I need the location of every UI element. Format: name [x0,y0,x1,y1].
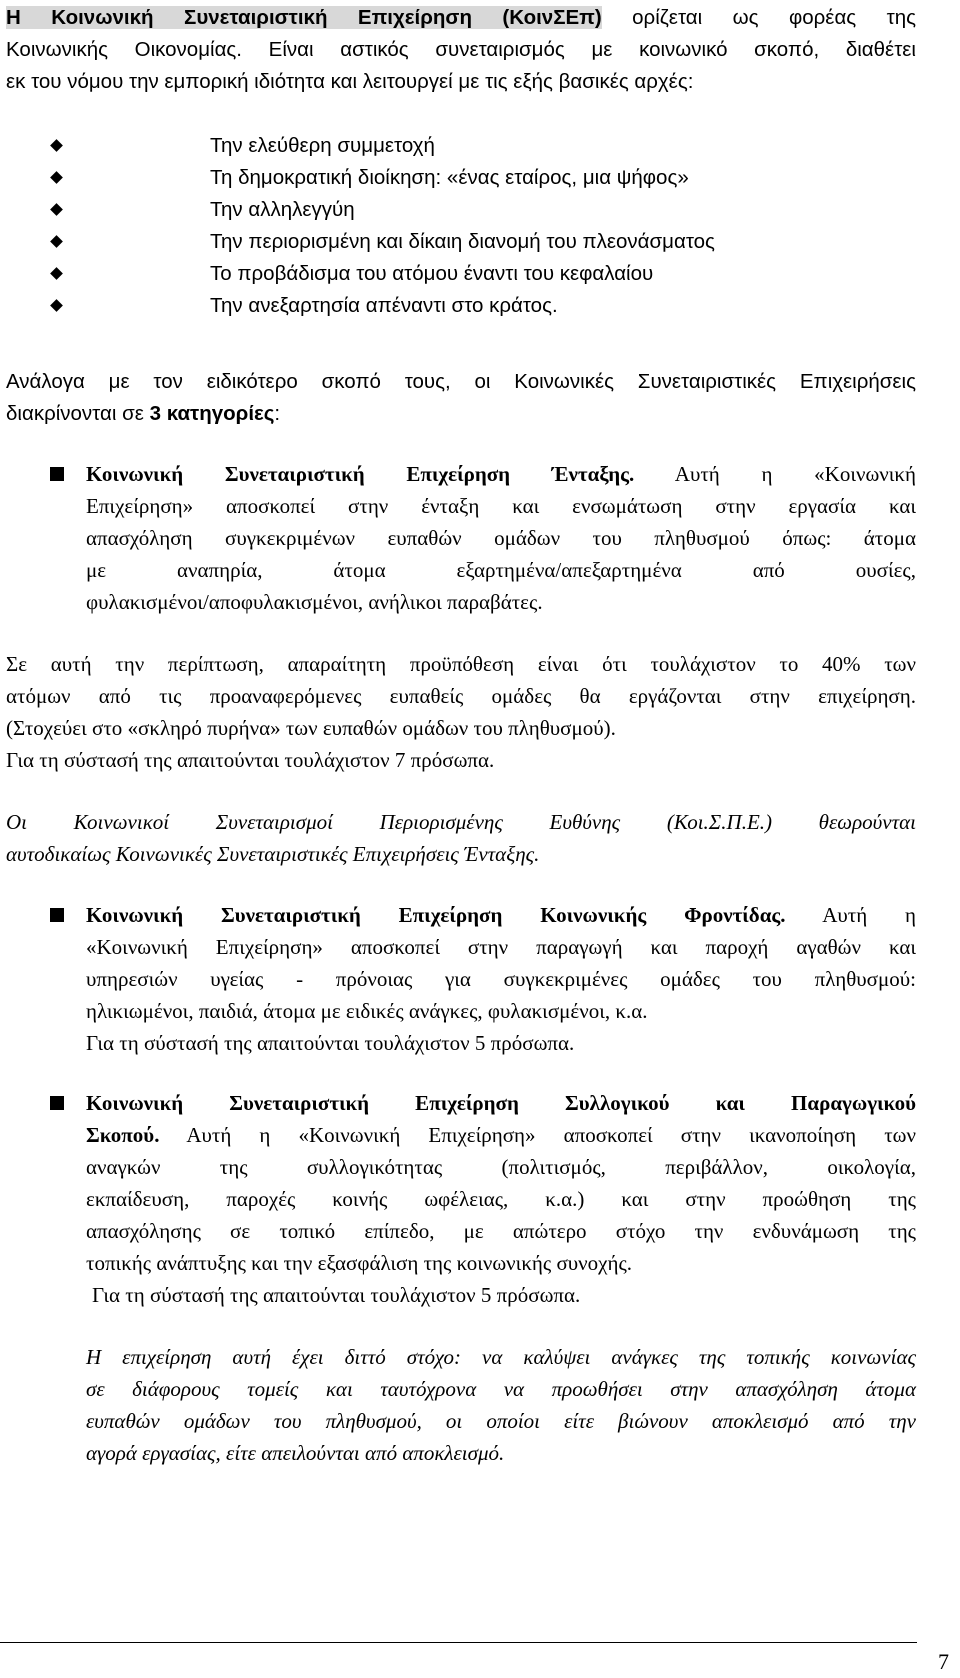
principle-item: Την ανεξαρτησία απέναντι στο κράτος. [210,294,558,317]
category-1-line-5: φυλακισμένοι/αποφυλακισμένοι, ανήλικοι παραβάτες. [86,590,543,614]
page-number: 7 [938,1649,949,1674]
category-1-line-3: απασχόληση συγκεκριμένων ευπαθών ομάδων του πληθυσμού όπως: άτομα [86,526,916,550]
category-2-line-5: Για τη σύστασή της απαιτούνται τουλάχιστον 5 πρόσωπα. [86,1031,575,1055]
category-1-italic-line-1: Οι Κοινωνικοί Συνεταιρισμοί Περιορισμένης Ευθύνης (Κοι.Σ.Π.Ε.) θεωρούνται [6,810,916,834]
category-3-line-2: Σκοπού. Αυτή η «Κοινωνική Επιχείρηση» αποσκοπεί στην ικανοποίηση των [86,1123,916,1147]
principle-item: Την αλληλεγγύη [210,198,355,221]
category-1-line-4: με αναπηρία, άτομα εξαρτημένα/απεξαρτημένα από ουσίες, [86,558,916,582]
intro-bold-heading: Η Κοινωνική Συνεταιριστική Επιχείρηση (ΚοινΣΕπ) [6,6,602,29]
principle-item: Τη δημοκρατική διοίκηση: «ένας εταίρος, μια ψήφος» [210,166,689,189]
category-1-note-line-3: (Στοχεύει στο «σκληρό πυρήνα» των ευπαθών ομάδων του πληθυσμού). [6,716,616,740]
category-1-italic-line-2: αυτοδικαίως Κοινωνικές Συνεταιριστικές Επιχειρήσεις Ένταξης. [6,842,540,866]
intro-line-3: εκ του νόμου την εμπορική ιδιότητα και λειτουργεί με τις εξής βασικές αρχές: [6,70,694,93]
diamond-bullet-icon [50,171,63,184]
principle-item: Την περιορισμένη και δίκαιη διανομή του πλεονάσματος [210,230,715,253]
category-1-line-2: Επιχείρηση» αποσκοπεί στην ένταξη και ενσωμάτωση στην εργασία και [86,494,916,518]
category-3-italic-line-4: αγορά εργασίας, είτε απειλούνται από αποκλεισμό. [86,1441,505,1465]
category-1-note-line-1: Σε αυτή την περίπτωση, απαραίτητη προϋπόθεση είναι ότι τουλάχιστον το 40% των [6,652,916,676]
categories-intro-line-2: διακρίνονται σε 3 κατηγορίες: [6,402,281,425]
principle-item: Το προβάδισμα του ατόμου έναντι του κεφαλαίου [210,262,654,285]
category-2-title: Κοινωνική Συνεταιριστική Επιχείρηση Κοινωνικής Φροντίδας. [86,903,786,927]
principle-item: Την ελεύθερη συμμετοχή [210,134,435,157]
intro-line-2: Κοινωνικής Οικονομίας. Είναι αστικός συνεταιρισμός με κοινωνικό σκοπό, διαθέτει [6,38,916,61]
category-1-line-1: Κοινωνική Συνεταιριστική Επιχείρηση Ένταξης. Αυτή η «Κοινωνική [86,462,916,486]
category-3-italic-line-1: Η επιχείρηση αυτή έχει διττό στόχο: να καλύψει ανάγκες της τοπικής κοινωνίας [86,1345,916,1369]
category-3-line-4: εκπαίδευση, παροχές κοινής ωφέλειας, κ.α.) και στην προώθηση της [86,1187,916,1211]
diamond-bullet-icon [50,267,63,280]
category-3-italic-line-2: σε διάφορους τομείς και ταυτόχρονα να προωθήσει στην απασχόληση άτομα [86,1377,916,1401]
square-bullet-icon [50,1096,64,1110]
category-2-line-1: Κοινωνική Συνεταιριστική Επιχείρηση Κοινωνικής Φροντίδας. Αυτή η [86,903,917,927]
category-2-line-2: «Κοινωνική Επιχείρηση» αποσκοπεί στην παραγωγή και παροχή αγαθών και [86,935,916,959]
category-1-title: Κοινωνική Συνεταιριστική Επιχείρηση Ένταξης. [86,462,635,486]
intro-line-1: Η Κοινωνική Συνεταιριστική Επιχείρηση (ΚοινΣΕπ) ορίζεται ως φορέας της [6,6,917,29]
diamond-bullet-icon [50,203,63,216]
diamond-bullet-icon [50,235,63,248]
category-3-title: Κοινωνική Συνεταιριστική Επιχείρηση Συλλογικού και Παραγωγικού [86,1091,916,1115]
square-bullet-icon [50,908,64,922]
categories-intro-line-1: Ανάλογα με τον ειδικότερο σκοπό τους, οι Κοινωνικές Συνεταιριστικές Επιχειρήσεις [6,370,916,393]
diamond-bullet-icon [50,299,63,312]
category-3-italic-line-3: ευπαθών ομάδων του πληθυσμού, οι οποίοι είτε βιώνουν αποκλεισμό από την [86,1409,916,1433]
category-3-line-5: απασχόλησης σε τοπικό επίπεδο, με απώτερο στόχο την ενδυνάμωση της [86,1219,916,1243]
category-1-note-line-4: Για τη σύστασή της απαιτούνται τουλάχιστον 7 πρόσωπα. [6,748,495,772]
footer-divider [0,1642,917,1643]
diamond-bullet-icon [50,139,63,152]
category-3-line-3: αναγκών της συλλογικότητας (πολιτισμός, περιβάλλον, οικολογία, [86,1155,916,1179]
category-3-line-7: Για τη σύστασή της απαιτούνται τουλάχιστον 5 πρόσωπα. [92,1283,581,1307]
category-1-note-line-2: ατόμων από τις προαναφερόμενες ευπαθείς ομάδες θα εργάζονται στην επιχείρηση. [6,684,916,708]
category-2-line-3: υπηρεσιών υγείας - πρόνοιας για συγκεκριμένες ομάδες του πληθυσμού: [86,967,916,991]
category-3-line-6: τοπικής ανάπτυξης και την εξασφάλιση της κοινωνικής συνοχής. [86,1251,633,1275]
square-bullet-icon [50,467,64,481]
category-3-line-1 [86,1087,916,1119]
category-2-line-4: ηλικιωμένοι, παιδιά, άτομα με ειδικές ανάγκες, φυλακισμένοι, κ.α. [86,999,648,1023]
